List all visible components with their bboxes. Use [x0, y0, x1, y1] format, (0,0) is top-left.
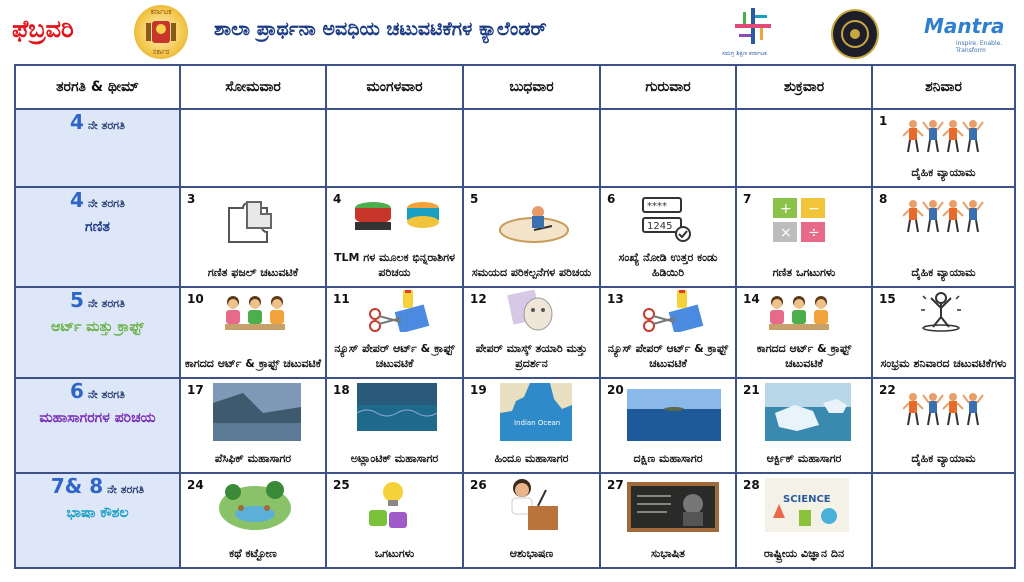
svg-text:+: +	[780, 201, 792, 218]
karnataka-emblem-icon	[134, 5, 188, 59]
empty-day-cell	[326, 109, 463, 187]
activity-calendar-table	[14, 64, 1016, 569]
day-number: 14	[743, 292, 760, 307]
day-header-tuesday: ಮಂಗಳವಾರ	[326, 65, 463, 109]
empty-day-cell	[600, 109, 736, 187]
day-cell	[326, 187, 463, 287]
week-row-2	[15, 187, 1015, 287]
ice-photo-icon	[765, 383, 851, 441]
svg-text:−: −	[808, 201, 820, 218]
day-number: 28	[743, 477, 760, 492]
exercise-icon	[903, 387, 987, 439]
scissors-glue-icon	[641, 290, 707, 332]
day-cell	[736, 378, 872, 473]
activity-label: ಸಮಯದ ಪರಿಕಲ್ಪನೆಗಳ ಪರಿಚಯ	[471, 266, 592, 280]
day-number: 25	[333, 477, 350, 492]
day-number: 7	[743, 192, 752, 207]
activity-label: ಪೇಪರ್ ಮಾಸ್ಕ್ ತಯಾರಿ ಮತ್ತು ಪ್ರದರ್ಶನ	[475, 341, 588, 370]
theme-column-header: ತರಗತಿ & ಥೀಮ್	[15, 65, 180, 109]
day-number: 5	[470, 192, 479, 207]
grade-number: 7& 8	[50, 473, 104, 498]
day-number: 18	[333, 382, 350, 397]
day-number: 13	[607, 292, 624, 307]
grade-number: 6	[70, 378, 84, 403]
samagra-shikshana-logo-icon	[735, 8, 771, 44]
empty-day-cell	[872, 473, 1015, 568]
grade-number: 5	[70, 288, 84, 313]
emblem-top-text: ಕರ್ನಾಟಕ	[150, 8, 172, 16]
empty-day-cell	[180, 109, 326, 187]
day-cell	[872, 287, 1015, 377]
day-cell	[600, 287, 736, 377]
scissors-glue-icon	[367, 290, 433, 332]
day-header-wednesday: ಬುಧವಾರ	[463, 65, 600, 109]
day-number: 21	[743, 382, 760, 397]
mask-icon	[504, 290, 558, 332]
grade-theme: ಭಾಷಾ ಕೌಶಲ	[66, 504, 129, 521]
empty-day-cell	[736, 109, 872, 187]
day-cell	[180, 378, 326, 473]
speech-icon	[498, 476, 564, 532]
activity-label: ಕಾಗದದ ಆರ್ಟ್ & ಕ್ರಾಫ್ಟ್ ಚಟುವಟಿಕೆ	[756, 341, 852, 370]
mantra-brand: Mantra	[924, 14, 1005, 38]
activity-label: ಆರ್ಕ್ಟಿಕ್ ಮಹಾಸಾಗರ	[766, 451, 842, 465]
calendar-title: ಶಾಲಾ ಪ್ರಾರ್ಥನಾ ಅವಧಿಯ ಚಟುವಟಿಕೆಗಳ ಕ್ಯಾಲೆಂಡರ್	[214, 18, 547, 40]
activity-label: ಕಥೆ ಕಟ್ಟೋಣ	[229, 547, 277, 560]
day-cell	[463, 187, 600, 287]
day-number: 1	[879, 114, 888, 129]
svg-text:×: ×	[780, 225, 792, 242]
day-header-thursday: ಗುರುವಾರ	[600, 65, 736, 109]
grade-number: 4	[70, 188, 84, 213]
grade-theme: ಮಹಾಸಾಗರಗಳ ಪರಿಚಯ	[39, 409, 156, 426]
day-number: 17	[187, 382, 204, 397]
activity-label: ದಕ್ಷಿಣ ಮಹಾಸಾಗರ	[633, 451, 703, 465]
day-cell	[326, 378, 463, 473]
activity-label: ದೈಹಿಕ ವ್ಯಾಯಾಮ	[911, 166, 976, 180]
samagra-caption: ಸಮಗ್ರ ಶಿಕ್ಷಣ ಕರ್ನಾಟಕ	[722, 50, 767, 57]
exercise-icon	[903, 114, 987, 158]
exercise-icon	[903, 194, 987, 246]
activity-label: ದೈಹಿಕ ವ್ಯಾಯಾಮ	[911, 266, 976, 280]
day-number: 24	[187, 477, 204, 492]
celebration-icon	[917, 290, 965, 332]
empty-day-cell	[463, 109, 600, 187]
mantra-tagline: inspire. Enable. Transform	[956, 40, 1003, 54]
math-riddle-icon	[769, 196, 835, 246]
day-number: 12	[470, 292, 487, 307]
grade-cell	[15, 473, 180, 568]
activity-label: ದೈಹಿಕ ವ್ಯಾಯಾಮ	[911, 451, 976, 465]
day-header-friday: ಶುಕ್ರವಾರ	[736, 65, 872, 109]
activity-label: TLM ಗಳ ಮೂಲಕ ಭಿನ್ನರಾಶಿಗಳ ಪರಿಚಯ	[333, 251, 456, 280]
activity-label: ಕಾಗದದ ಆರ್ಟ್ & ಕ್ರಾಫ್ಟ್ ಚಟುವಟಿಕೆ	[184, 356, 322, 370]
day-number: 27	[607, 477, 624, 492]
map-icon	[500, 383, 572, 441]
day-cell	[180, 473, 326, 568]
bulb-puzzle-icon	[363, 478, 419, 532]
day-number: 20	[607, 382, 624, 397]
day-number: 22	[879, 382, 896, 397]
day-number: 10	[187, 292, 204, 307]
activity-label: ಗಣಿತ ಫಜಲ್ ಚಟುವಟಿಕೆ	[207, 266, 299, 280]
day-number: 26	[470, 477, 487, 492]
activity-label: ನ್ಯೂಸ್ ಪೇಪರ್ ಆರ್ಟ್ & ಕ್ರಾಫ್ಟ್ ಚಟುವಟಿಕೆ	[334, 341, 455, 370]
activity-label: ಸುಭಾಷಿತ	[650, 547, 686, 560]
ocean-photo-icon	[357, 383, 437, 431]
day-cell	[872, 109, 1015, 187]
ocean-photo-icon	[627, 389, 721, 441]
day-cell	[736, 187, 872, 287]
grade-cell	[15, 187, 180, 287]
kids-craft-icon	[221, 292, 287, 332]
story-icon	[217, 478, 293, 532]
science-label: SCIENCE	[783, 493, 831, 505]
grade-cell	[15, 109, 180, 187]
science-icon	[765, 478, 849, 532]
day-number: 19	[470, 382, 487, 397]
day-cell	[600, 187, 736, 287]
activity-label: ಪೆಸಿಫಿಕ್ ಮಹಾಸಾಗರ	[214, 451, 292, 465]
day-number: 15	[879, 292, 896, 307]
grade-suffix: ನೇ ತರಗತಿ	[87, 387, 125, 401]
day-cell	[326, 473, 463, 568]
department-seal-icon	[831, 9, 879, 59]
grade-suffix: ನೇ ತರಗತಿ	[87, 119, 125, 133]
activity-label: ಅಟ್ಲಾಂಟಿಕ್ ಮಹಾಸಾಗರ	[350, 451, 439, 465]
month-title: ಫೆಬ್ರವರಿ	[12, 15, 74, 43]
week-row-3	[15, 287, 1015, 377]
day-cell	[736, 287, 872, 377]
clock-icon	[492, 200, 576, 244]
fraction-icon	[349, 196, 445, 238]
day-cell	[872, 378, 1015, 473]
day-number: 6	[607, 192, 616, 207]
day-cell	[326, 287, 463, 377]
day-number: 11	[333, 292, 350, 307]
svg-text:1245: 1245	[647, 221, 673, 233]
blackboard-icon	[627, 482, 719, 532]
ocean-photo-icon	[213, 383, 301, 441]
grade-cell	[15, 287, 180, 377]
grade-theme: ಆರ್ಟ್ ಮತ್ತು ಕ್ರಾಫ್ಟ್	[51, 319, 144, 336]
day-header-monday: ಸೋಮವಾರ	[180, 65, 326, 109]
activity-label: ಗಣಿತ ಒಗಟುಗಳು	[772, 266, 836, 280]
week-row-5	[15, 473, 1015, 568]
kids-craft-icon	[765, 292, 839, 332]
activity-label: ಸಂಭ್ರಮ ಶನಿವಾರದ ಚಟುವಟಿಕೆಗಳು	[880, 356, 1007, 370]
day-cell	[463, 473, 600, 568]
number-icon	[639, 196, 695, 242]
day-header-saturday: ಶನಿವಾರ	[872, 65, 1015, 109]
svg-text:****: ****	[647, 201, 667, 213]
week-row-4	[15, 378, 1015, 473]
day-cell	[600, 378, 736, 473]
day-cell	[463, 287, 600, 377]
emblem-bottom-text: ಸರ್ಕಾರ	[152, 48, 170, 56]
activity-label: ಆಶುಭಾಷಣ	[509, 547, 554, 560]
day-cell	[180, 187, 326, 287]
grade-cell	[15, 378, 180, 473]
map-label: Indian Ocean	[514, 418, 561, 427]
day-cell	[736, 473, 872, 568]
day-cell	[180, 287, 326, 377]
grade-suffix: ನೇ ತರಗತಿ	[87, 297, 125, 311]
svg-text:÷: ÷	[808, 225, 820, 242]
grade-theme: ಗಣಿತ	[85, 219, 110, 236]
header-row	[15, 65, 1015, 109]
day-number: 3	[187, 192, 196, 207]
activity-label: ಹಿಂದೂ ಮಹಾಸಾಗರ	[494, 451, 569, 465]
day-number: 4	[333, 192, 342, 207]
grade-suffix: ನೇ ತರಗತಿ	[87, 197, 125, 211]
day-number: 8	[879, 192, 888, 207]
day-cell	[600, 473, 736, 568]
grade-suffix: ನೇ ತರಗತಿ	[107, 482, 145, 496]
activity-label: ನ್ಯೂಸ್ ಪೇಪರ್ ಆರ್ಟ್ & ಕ್ರಾಫ್ಟ್ ಚಟುವಟಿಕೆ	[607, 341, 729, 370]
day-cell	[872, 187, 1015, 287]
day-cell	[463, 378, 600, 473]
puzzle-icon	[225, 198, 277, 244]
header	[0, 0, 1024, 62]
grade-number: 4	[70, 110, 84, 135]
week-row-1	[15, 109, 1015, 187]
activity-label: ಸಂಖ್ಯೆ ನೋಡಿ ಉತ್ತರ ಕಂಡು ಹಿಡಿಯಿರಿ	[618, 251, 718, 280]
activity-label: ರಾಷ್ಟ್ರೀಯ ವಿಜ್ಞಾನ ದಿನ	[763, 547, 845, 560]
activity-label: ಒಗಟುಗಳು	[374, 547, 415, 560]
